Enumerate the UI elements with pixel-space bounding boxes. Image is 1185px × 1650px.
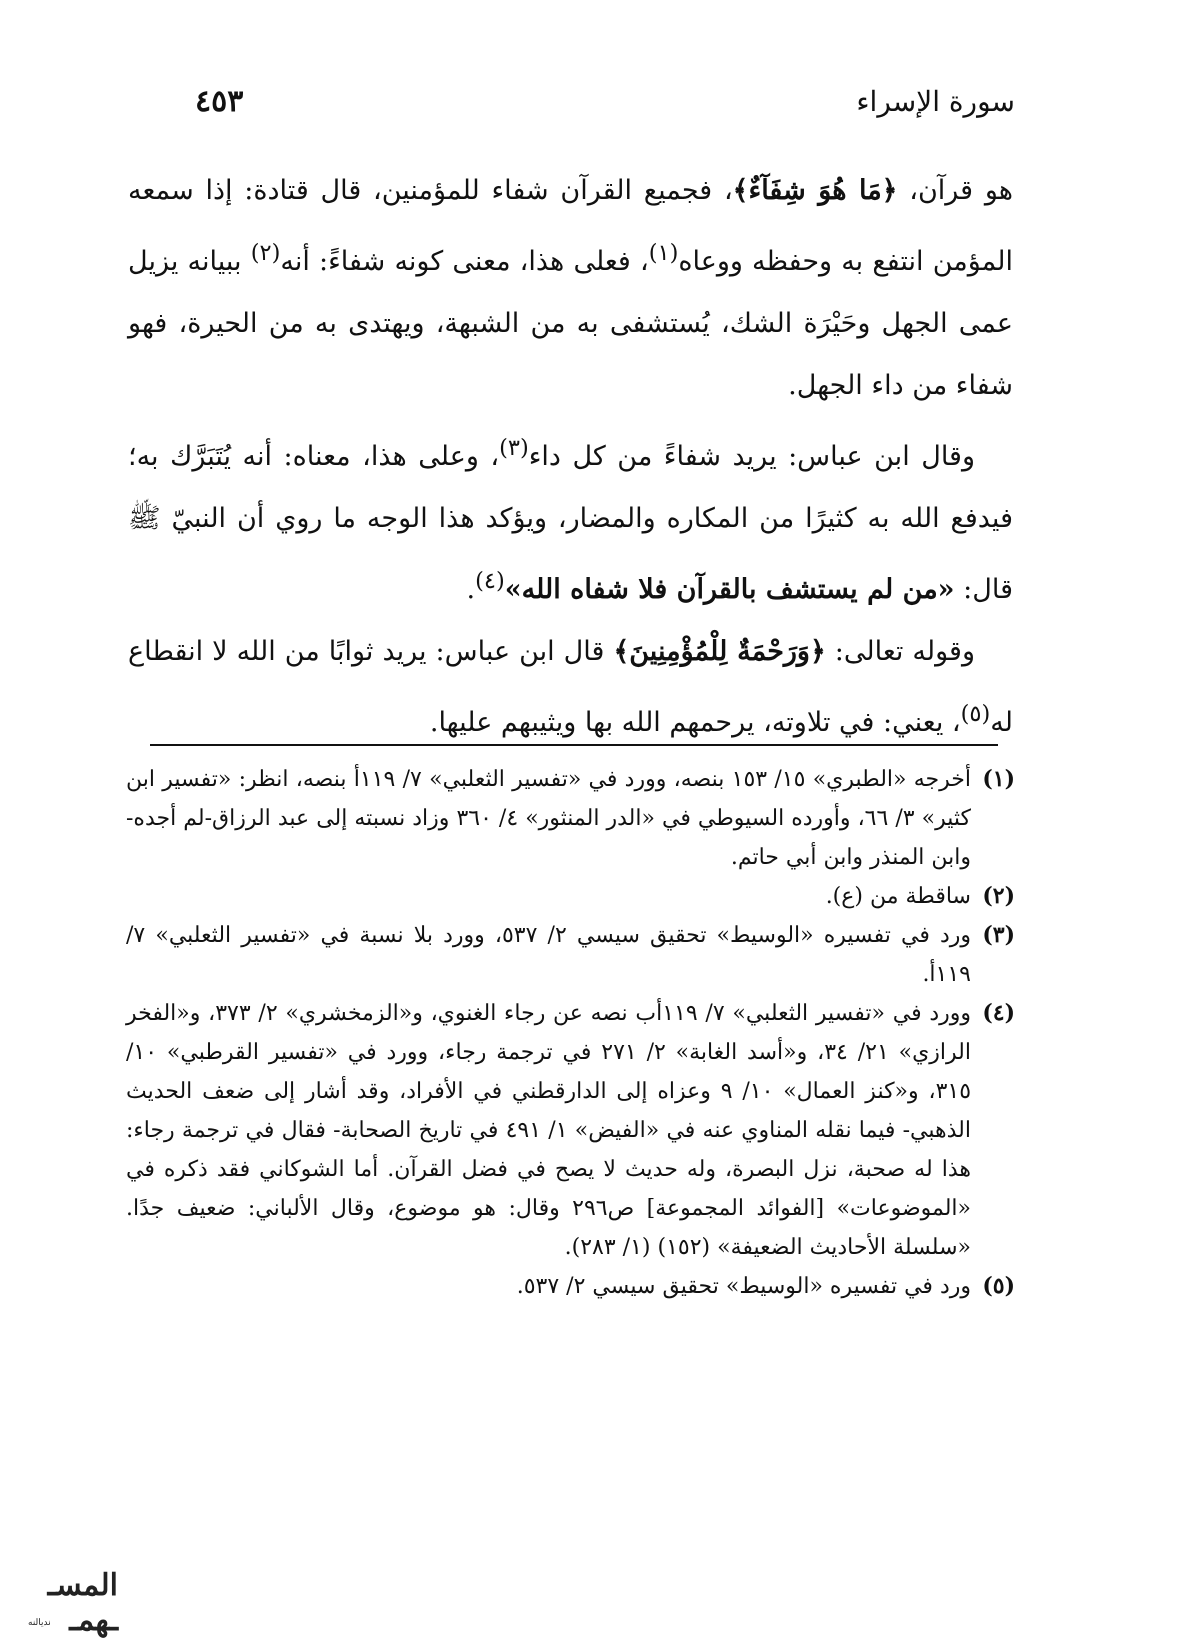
text-run: ، يعني: في تلاوته، يرحمهم الله بها ويثيبهم عليها.	[429, 707, 961, 738]
footnote-number: (٢)	[982, 883, 1015, 909]
text-run: ببيانه يزيل عمى الجهل وحَيْرَة الشك، يُستشفى به من الشبهة، ويهتدى به من الحيرة، فهو شفاء من داء الجهل.	[128, 246, 1013, 401]
quran-quote: ﴿وَرَحْمَةٌ لِلْمُؤْمِنِينَ﴾	[613, 636, 826, 667]
hadith-quote: «من لم يستشف بالقرآن فلا شفاه الله»	[504, 574, 955, 605]
text-run: قال ابن عباس: يريد ثوابًا من الله لا انقطاع له	[128, 636, 1013, 738]
footnote-ref: (٥)	[960, 701, 991, 727]
footnote-ref: (٣)	[499, 435, 529, 461]
watermark-sub: نديالنه	[28, 1618, 51, 1628]
text-run: هو قرآن،	[897, 175, 1013, 206]
paragraph-2	[128, 417, 1013, 621]
footnote	[126, 760, 1015, 877]
quran-quote: ﴿مَا هُوَ شِفَآءٌ﴾	[732, 175, 898, 206]
footnote-text: ورد في تفسيره «الوسيط» تحقيق سيسي ٢/ ٥٣٧، وورد بلا نسبة في «تفسير الثعلبي» ٧/ ١١٩أ.	[126, 923, 972, 987]
text-run: .	[466, 574, 476, 605]
footnote	[126, 916, 1015, 994]
footnote-text: أخرجه «الطبري» ١٥/ ١٥٣ بنصه، وورد في «تفسير الثعلبي» ٧/ ١١٩أ بنصه، انظر: «تفسير ابن كثير» ٣/ ٦٦، وأورده السيوطي في «الدر المنثور» ٤/ ٣٦٠ وزاد نسبته إلى عبد الرزاق-لم أجده- وابن المنذر وابن أبي حاتم.	[126, 767, 971, 870]
watermark-logo	[8, 1568, 118, 1638]
footnote-ref: (٢)	[250, 240, 281, 266]
footnote-text: وورد في «تفسير الثعلبي» ٧/ ١١٩أب نصه عن رجاء الغنوي، و«الزمخشري» ٢/ ٣٧٣، و«الفخر الرازي» ٢١/ ٣٤، و«أسد الغابة» ٢/ ٢٧١ في ترجمة رجاء، وورد في «تفسير القرطبي» ١٠/ ٣١٥، و«كنز العمال» ١٠/ ٩ وعزاه إلى الدارقطني في الأفراد، وقد أشار إلى ضعف الحديث الذهبي- فيما نقله المناوي عنه في «الفيض» ١/ ٤٩١ في تاريخ الصحابة- فقال في ترجمة رجاء: هذا له صحبة، نزل البصرة، وله حديث لا يصح في فضل القرآن. أما الشوكاني فقد ذكره في «الموضوعات» [الفوائد المجموعة] ص٢٩٦ وقال: هو موضوع، وقال الألباني: ضعيف جدًا. «سلسلة الأحاديث الضعيفة» (١٥٢) (١/ ٢٨٣).	[126, 1001, 972, 1260]
footnote-number: (١)	[982, 766, 1015, 792]
paragraph-1	[128, 160, 1013, 417]
main-text	[128, 160, 1013, 754]
page-header	[195, 78, 1015, 124]
text-run: وقوله تعالى:	[825, 636, 975, 667]
footnote-number: (٥)	[982, 1273, 1015, 1299]
footnote	[126, 877, 1015, 916]
text-run: ، فجميع القرآن شفاء للمؤمنين، قال قتادة: إذا سمعه المؤمن انتفع به وحفظه ووعاه	[128, 175, 1013, 277]
footnote-ref: (٤)	[475, 568, 505, 594]
text-run: وقال ابن عباس: يريد شفاءً من كل داء	[528, 441, 975, 472]
watermark-main: المسـ ـهمـ	[47, 1568, 118, 1638]
page-number: ٤٥٣	[195, 83, 244, 119]
footnote	[126, 1267, 1015, 1306]
footnote-number: (٤)	[982, 1000, 1015, 1026]
footnote-text: ورد في تفسيره «الوسيط» تحقيق سيسي ٢/ ٥٣٧.	[516, 1274, 971, 1299]
footnote	[126, 994, 1015, 1267]
footnote-text: ساقطة من (ع).	[825, 884, 971, 909]
footnote-divider	[150, 744, 998, 746]
footnote-ref: (١)	[648, 240, 679, 266]
paragraph-3	[128, 621, 1013, 754]
text-run: ، فعلى هذا، معنى كونه شفاءً: أنه	[280, 246, 649, 277]
footnote-number: (٣)	[982, 922, 1015, 948]
text-run: ، وعلى هذا، معناه: أنه يُتَبَرَّك به؛ فيدفع الله به كثيرًا من المكاره والمضار، ويؤكد هذا الوجه ما روي أن النبيّ ﷺ قال:	[128, 441, 1013, 605]
footnotes	[126, 760, 1015, 1306]
surah-title: سورة الإسراء	[856, 84, 1015, 118]
